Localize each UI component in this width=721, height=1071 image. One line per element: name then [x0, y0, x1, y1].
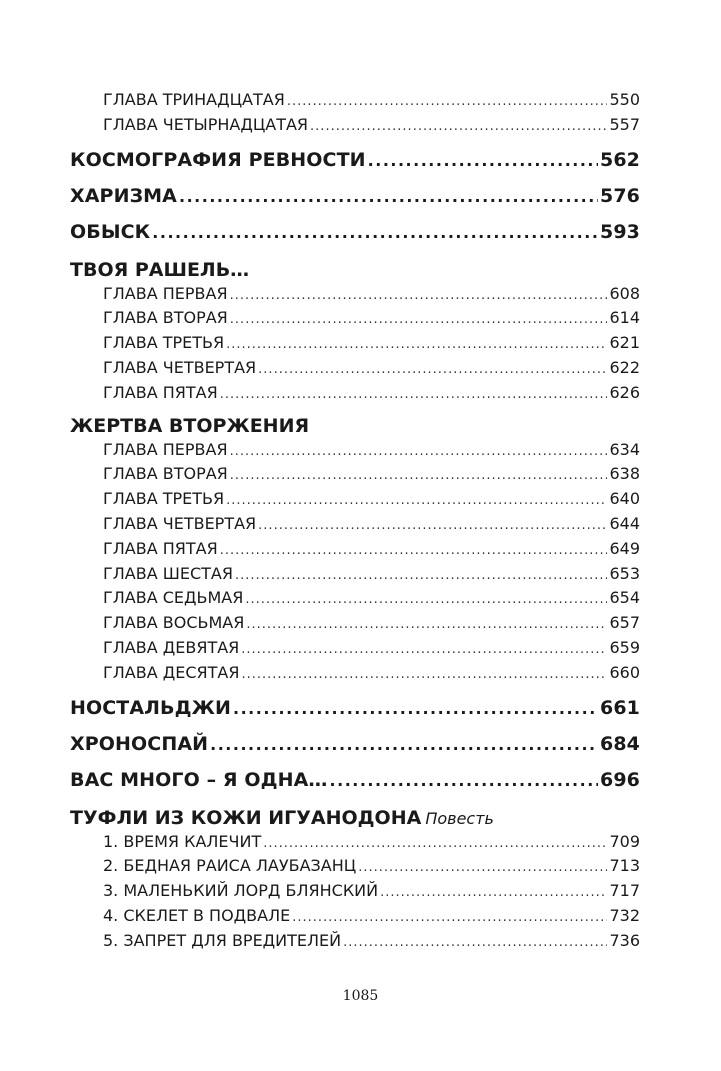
entry-title: ГЛАВА ШЕСТАЯ [103, 563, 233, 583]
toc-major-entry[interactable] [70, 214, 640, 250]
toc-entry[interactable] [70, 830, 640, 855]
entry-page: 657 [609, 613, 640, 633]
dot-leader [310, 115, 607, 140]
toc-entry[interactable] [70, 611, 640, 636]
entry-title: ГЛАВА ПЕРВАЯ [103, 283, 228, 303]
entry-page: 649 [609, 538, 640, 558]
entry-page: 626 [609, 382, 640, 402]
entry-page: 660 [609, 662, 640, 682]
dot-leader [330, 763, 599, 799]
entry-page: 684 [600, 732, 640, 755]
toc-major-entry[interactable] [70, 178, 640, 214]
dot-leader [358, 856, 607, 881]
entry-title: ГЛАВА ВОСЬМАЯ [103, 613, 245, 633]
dot-leader [230, 440, 608, 465]
toc-entry[interactable] [70, 306, 640, 331]
toc-major-entry[interactable] [70, 690, 640, 726]
entry-page: 717 [609, 881, 640, 901]
dot-leader [287, 90, 608, 115]
dot-leader [233, 691, 598, 727]
toc-major-entry[interactable] [70, 726, 640, 762]
entry-title: НОСТАЛЬДЖИ [70, 696, 232, 719]
entry-page: 576 [600, 184, 640, 207]
section-heading[interactable] [70, 406, 640, 438]
toc-entry[interactable] [70, 331, 640, 356]
toc-entry[interactable] [70, 88, 640, 113]
toc-major-entry[interactable] [70, 762, 640, 798]
toc-entry[interactable] [70, 462, 640, 487]
dot-leader [292, 906, 607, 931]
dot-leader [220, 539, 608, 564]
dot-leader [246, 613, 607, 638]
dot-leader [230, 464, 608, 489]
dot-leader [380, 881, 607, 906]
entry-page: 557 [609, 114, 640, 134]
dot-leader [241, 663, 607, 688]
dot-leader [258, 358, 607, 383]
section-subtitle: Повесть [425, 808, 494, 828]
toc-entry[interactable] [70, 904, 640, 929]
toc-entry[interactable] [70, 438, 640, 463]
entry-page: 622 [609, 357, 640, 377]
dot-leader [230, 284, 608, 309]
entry-title: ГЛАВА ПЯТАЯ [103, 382, 218, 402]
entry-title: ГЛАВА ТРЕТЬЯ [103, 333, 225, 353]
section-heading[interactable] [70, 798, 640, 830]
entry-page: 736 [609, 930, 640, 950]
entry-page: 661 [600, 696, 640, 719]
entry-title: ГЛАВА ТРИНАДЦАТАЯ [103, 90, 285, 109]
toc-entry[interactable] [70, 929, 640, 954]
toc-entry[interactable] [70, 854, 640, 879]
entry-page: 644 [609, 513, 640, 533]
dot-leader [258, 514, 607, 539]
toc-entry[interactable] [70, 661, 640, 686]
entry-page: 653 [609, 563, 640, 583]
entry-page: 621 [609, 333, 640, 353]
entry-page: 608 [609, 283, 640, 303]
section-title: ТУФЛИ ИЗ КОЖИ ИГУАНОДОНА [70, 806, 422, 829]
dot-leader [245, 588, 607, 613]
toc-entry[interactable] [70, 879, 640, 904]
entry-title: ГЛАВА ТРЕТЬЯ [103, 489, 225, 509]
entry-title: 5. ЗАПРЕТ ДЛЯ ВРЕДИТЕЛЕЙ [103, 930, 342, 950]
entry-title: ГЛАВА СЕДЬМАЯ [103, 588, 244, 608]
entry-title: ГЛАВА ПЯТАЯ [103, 538, 218, 558]
entry-title: ВАС МНОГО – Я ОДНА… [70, 768, 328, 791]
entry-page: 654 [609, 588, 640, 608]
table-of-contents [70, 88, 640, 954]
dot-leader [179, 179, 598, 215]
toc-major-entry[interactable] [70, 142, 640, 178]
section-title: ТВОЯ РАШЕЛЬ… [70, 258, 250, 281]
toc-entry[interactable] [70, 113, 640, 138]
dot-leader [241, 638, 607, 663]
dot-leader [230, 308, 608, 333]
entry-title: ГЛАВА ЧЕТВЕРТАЯ [103, 513, 257, 533]
dot-leader [235, 564, 607, 589]
toc-entry[interactable] [70, 562, 640, 587]
entry-title: ГЛАВА ДЕВЯТАЯ [103, 637, 240, 657]
entry-title: ГЛАВА ЧЕТЫРНАДЦАТАЯ [103, 114, 309, 134]
entry-page: 562 [600, 148, 640, 171]
entry-page: 713 [609, 856, 640, 876]
entry-title: 1. ВРЕМЯ КАЛЕЧИТ [103, 831, 262, 851]
entry-title: 4. СКЕЛЕТ В ПОДВАЛЕ [103, 905, 291, 925]
entry-title: ГЛАВА ДЕСЯТАЯ [103, 662, 240, 682]
dot-leader [210, 727, 598, 763]
entry-page: 614 [609, 308, 640, 328]
dot-leader [368, 143, 598, 179]
dot-leader [152, 215, 598, 251]
dot-leader [226, 333, 607, 358]
toc-entry[interactable] [70, 356, 640, 381]
entry-page: 696 [600, 768, 640, 791]
entry-page: 640 [609, 489, 640, 509]
toc-entry[interactable] [70, 487, 640, 512]
section-title: ЖЕРТВА ВТОРЖЕНИЯ [70, 414, 310, 437]
entry-page: 709 [609, 831, 640, 851]
entry-title: ГЛАВА ПЕРВАЯ [103, 439, 228, 459]
toc-entry[interactable] [70, 537, 640, 562]
entry-page: 732 [609, 905, 640, 925]
section-heading[interactable] [70, 250, 640, 282]
toc-entry[interactable] [70, 586, 640, 611]
entry-page: 634 [609, 439, 640, 459]
dot-leader [220, 383, 608, 408]
toc-entry[interactable] [70, 282, 640, 307]
entry-page: 638 [609, 464, 640, 484]
entry-title: ГЛАВА ЧЕТВЕРТАЯ [103, 357, 257, 377]
toc-entry[interactable] [70, 381, 640, 406]
entry-title: КОСМОГРАФИЯ РЕВНОСТИ [70, 148, 366, 171]
entry-title: ХАРИЗМА [70, 184, 177, 207]
entry-title: ГЛАВА ВТОРАЯ [103, 464, 228, 484]
dot-leader [226, 489, 607, 514]
entry-page: 550 [609, 90, 640, 109]
entry-title: 3. МАЛЕНЬКИЙ ЛОРД БЛЯНСКИЙ [103, 881, 379, 901]
entry-title: ХРОНОСПАЙ [70, 732, 209, 755]
entry-title: ОБЫСК [70, 220, 151, 243]
entry-title: ГЛАВА ВТОРАЯ [103, 308, 228, 328]
entry-page: 659 [609, 637, 640, 657]
toc-entry[interactable] [70, 512, 640, 537]
dot-leader [343, 931, 607, 956]
entry-title: 2. БЕДНАЯ РАИСА ЛАУБАЗАНЦ [103, 856, 357, 876]
dot-leader [263, 832, 607, 857]
page-number: 1085 [342, 988, 379, 1004]
entry-page: 593 [600, 220, 640, 243]
toc-entry[interactable] [70, 636, 640, 661]
